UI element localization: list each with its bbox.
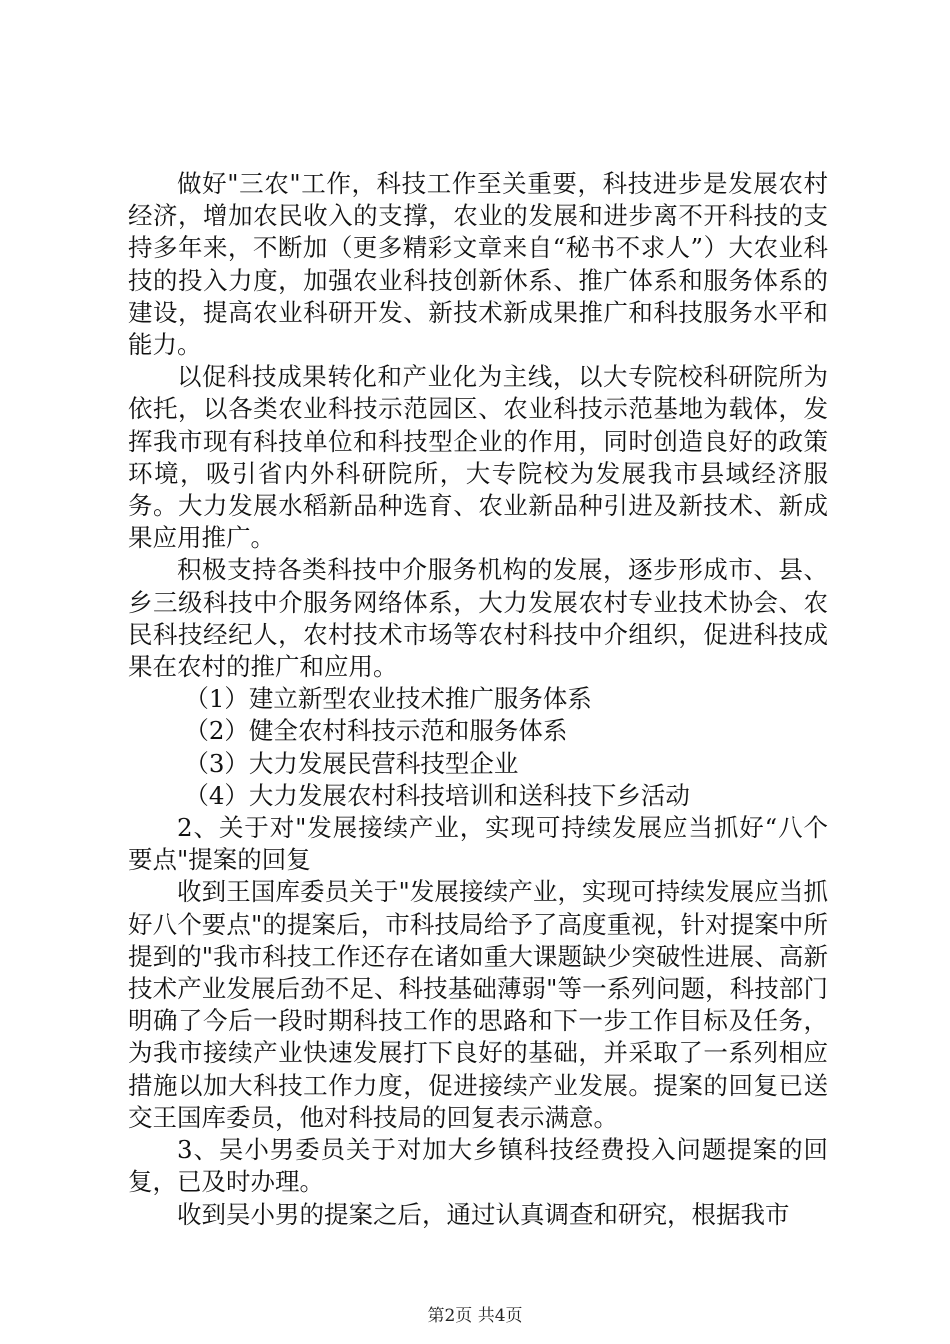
page-number-footer: 第2页 共4页 [427,1306,523,1326]
paragraph-tech-transfer: 以促科技成果转化和产业化为主线，以大专院校科研院所为依托，以各类农业科技示范园区、农业科技示范基地为载体，发挥我市现有科技单位和科技型企业的作用，同时创造良好的政策环境，吸引省内外科研院所，大专院校为发展我市县域经济服务。大力发展水稻新品种选育、农业新品种引进及新技术、新成果应用推广。 [128,362,828,553]
document-body [128,168,828,1231]
paragraph-reply-wang: 收到王国库委员关于"发展接续产业，实现可持续发展应当抓好八个要点"的提案后，市科技局给予了高度重视，针对提案中所提到的"我市科技工作还存在诸如重大课题缺少突破性进展、高新技术产业发展后劲不足、科技基础薄弱"等一系列问题，科技部门明确了今后一段时期科技工作的思路和下一步工作目标及任务，为我市接续产业快速发展打下良好的基础，并采取了一系列相应措施以加大科技工作力度，促进接续产业发展。提案的回复已送交王国库委员，他对科技局的回复表示满意。 [128,877,828,1132]
list-item-3: （3）大力发展民营科技型企业 [184,748,519,778]
list-item-4: （4）大力发展农村科技培训和送科技下乡活动 [184,780,690,810]
list-item-1: （1）建立新型农业技术推广服务体系 [184,684,592,714]
paragraph-intermediary: 积极支持各类科技中介服务机构的发展，逐步形成市、县、乡三级科技中介服务网络体系，大力发展农村专业技术协会、农民科技经纪人，农村技术市场等农村科技中介组织，促进科技成果在农村的推广和应用。 [128,555,828,682]
paragraph-reply-wu: 收到吴小男的提案之后，通过认真调查和研究，根据我市 [177,1199,790,1229]
section-heading-3: 3、吴小男委员关于对加大乡镇科技经费投入问题提案的回复，已及时办理。 [128,1135,828,1197]
paragraph-intro: 做好"三农"工作，科技工作至关重要，科技进步是发展农村经济，增加农民收入的支撑，农业的发展和进步离不开科技的支持多年来，不断加（更多精彩文章来自“秘书不求人”）大农业科技的投入力度，加强农业科技创新休系、推广体系和服务体系的建设，提高农业科研开发、新技术新成果推广和科技服务水平和能力。 [128,169,828,360]
section-heading-2: 2、关于对"发展接续产业，实现可持续发展应当抓好“八个要点"提案的回复 [128,813,828,875]
list-item-2: （2）健全农村科技示范和服务体系 [184,716,568,746]
